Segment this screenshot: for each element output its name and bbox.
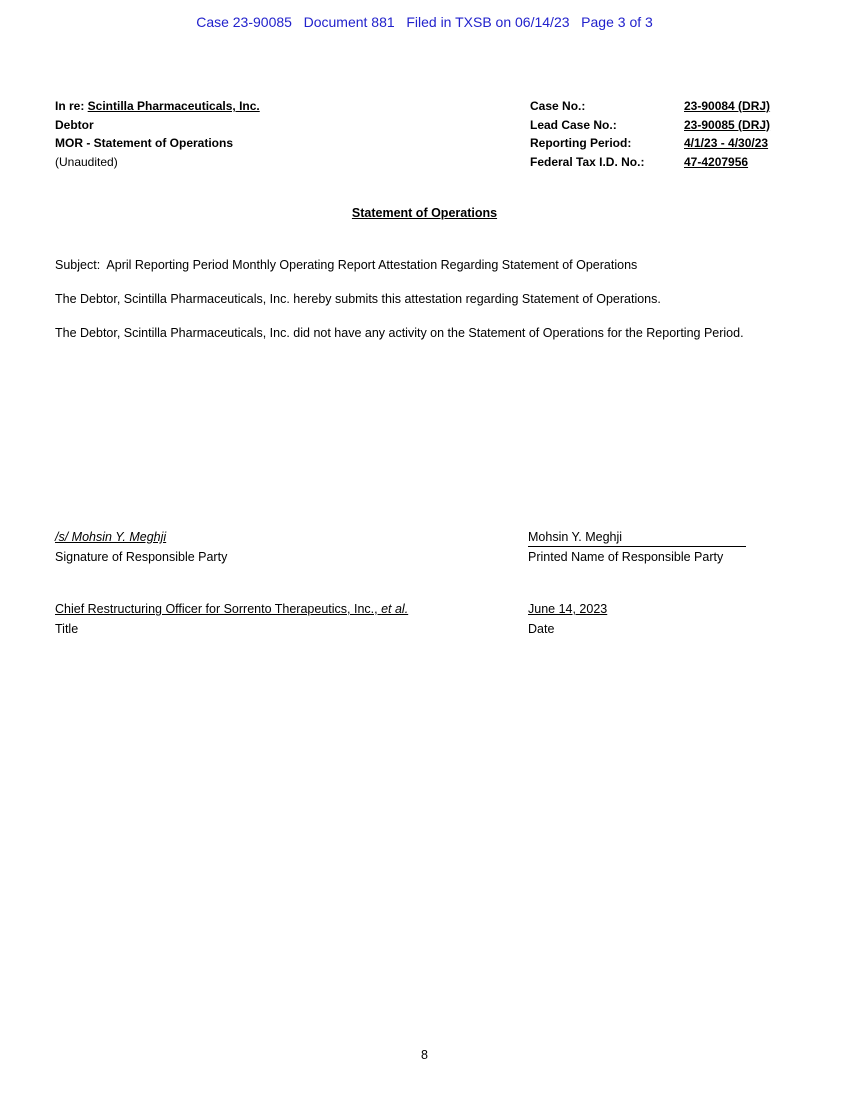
federal-tax-id-label: Federal Tax I.D. No.:	[530, 154, 645, 169]
in-re-prefix: In re:	[55, 99, 88, 113]
attestation-paragraph-2: The Debtor, Scintilla Pharmaceuticals, Inc. did not have any activity on the Statement of Operations for the Reporting Period.	[55, 326, 744, 340]
debtor-name: Scintilla Pharmaceuticals, Inc.	[87, 99, 260, 113]
printed-name-value: Mohsin Y. Meghji	[528, 529, 746, 547]
case-info-row	[530, 153, 770, 172]
signature-right-block	[528, 527, 746, 567]
printed-name-line	[528, 527, 746, 547]
title-caption: Title	[55, 622, 79, 636]
in-re-line	[55, 97, 260, 116]
lead-case-number-label: Lead Case No.:	[530, 117, 617, 132]
reporting-period-label: Reporting Period:	[530, 136, 632, 150]
lead-case-number-value: 23-90085 (DRJ)	[684, 117, 771, 132]
attestation-paragraph-1: The Debtor, Scintilla Pharmaceuticals, Inc. hereby submits this attestation regarding Statement of Operations.	[55, 292, 661, 306]
signature-left-block	[55, 527, 227, 567]
case-info-block	[530, 97, 770, 171]
case-number-label: Case No.:	[530, 99, 586, 113]
signature-value: /s/ Mohsin Y. Meghji	[55, 530, 167, 544]
title-left-block	[55, 599, 408, 639]
case-number-value: 23-90084 (DRJ)	[684, 99, 771, 113]
date-caption: Date	[528, 622, 555, 636]
unaudited-label: (Unaudited)	[55, 154, 118, 169]
debtor-block	[55, 97, 260, 171]
title-value: Chief Restructuring Officer for Sorrento Therapeutics, Inc.,	[55, 602, 382, 616]
date-line	[528, 599, 607, 619]
printed-name-caption: Printed Name of Responsible Party	[528, 550, 724, 564]
subject-line: Subject: April Reporting Period Monthly Operating Report Attestation Regarding Statement of Operations	[55, 258, 638, 272]
debtor-label: Debtor	[55, 117, 94, 132]
date-value: June 14, 2023	[528, 602, 608, 616]
signature-caption: Signature of Responsible Party	[55, 550, 228, 564]
page-title: Statement of Operations	[351, 206, 498, 220]
title-line	[55, 599, 408, 619]
reporting-period-value: 4/1/23 - 4/30/23	[684, 136, 769, 150]
case-info-row	[530, 116, 770, 135]
report-title: MOR - Statement of Operations	[55, 136, 234, 150]
page-number: 8	[421, 1048, 428, 1062]
body-text	[55, 257, 775, 359]
case-info-row	[530, 134, 770, 153]
date-right-block	[528, 599, 607, 639]
federal-tax-id-value: 47-4207956	[684, 154, 749, 169]
title-etal: et al.	[381, 602, 409, 616]
signature-line	[55, 527, 227, 547]
case-info-row	[530, 97, 770, 116]
court-filing-stamp: Case 23-90085 Document 881 Filed in TXSB on 06/14/23 Page 3 of 3	[196, 14, 653, 30]
